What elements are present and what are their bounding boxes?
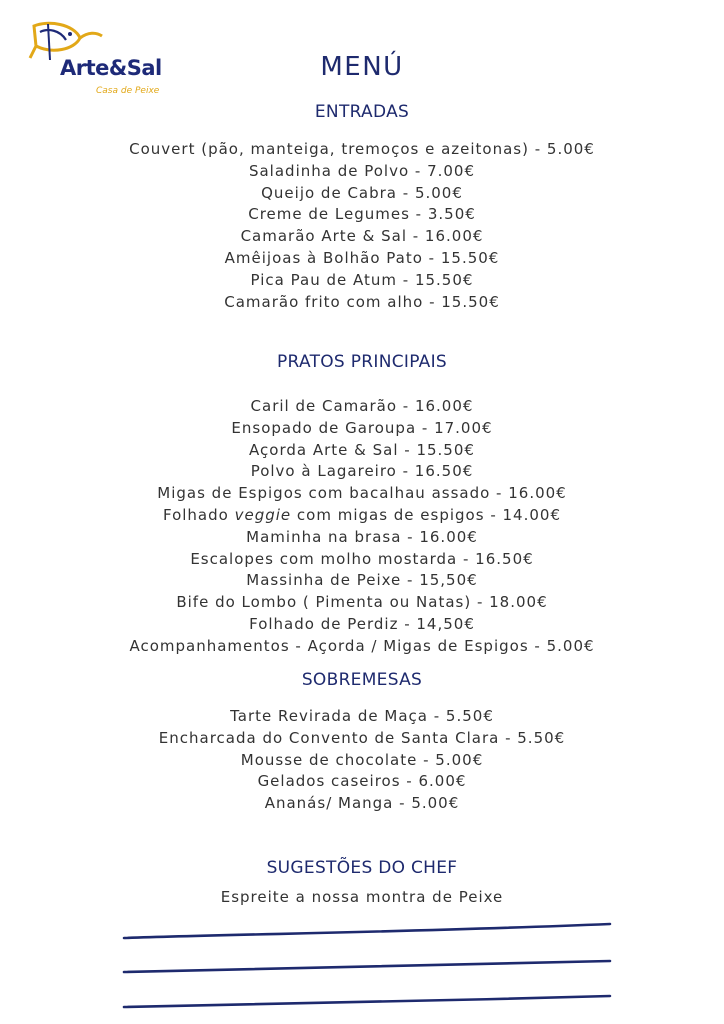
- list-item: Couvert (pão, manteiga, tremoços e azeitonas) - 5.00€: [129, 140, 595, 158]
- section-title-entradas: ENTRADAS: [314, 102, 410, 122]
- item-suffix: com migas de espigos - 14.00€: [291, 505, 561, 524]
- list-item: Camarão Arte & Sal - 16.00€: [240, 227, 484, 246]
- list-item: Queijo de Cabra - 5.00€: [261, 183, 463, 202]
- logo-tagline: Casa de Peixe: [96, 86, 160, 96]
- list-item: Açorda Arte & Sal - 15.50€: [249, 440, 475, 459]
- chef-suggestion-text: Espreite a nossa montra de Peixe: [220, 888, 504, 906]
- writing-line: [124, 924, 610, 938]
- list-item: Ananás/ Manga - 5.00€: [264, 794, 460, 813]
- list-item: Acompanhamentos - Açorda / Migas de Espigos - 5.00€: [129, 636, 595, 655]
- list-item: Gelados caseiros - 6.00€: [257, 772, 467, 791]
- logo-name: Arte&Sal: [60, 56, 162, 80]
- list-item: Bife do Lombo ( Pimenta ou Natas) - 18.00€: [176, 593, 548, 612]
- list-item: Caril de Camarão - 16.00€: [250, 397, 474, 415]
- list-item: Tarte Revirada de Maça - 5.50€: [230, 707, 494, 725]
- menu-title: MENÚ: [320, 52, 404, 82]
- list-item: Folhado de Perdiz - 14,50€: [249, 614, 475, 633]
- item-prefix: Folhado: [162, 505, 235, 524]
- list-item: Saladinha de Polvo - 7.00€: [248, 161, 476, 180]
- list-item: Migas de Espigos com bacalhau assado - 16.00€: [157, 484, 567, 503]
- list-item: Camarão frito com alho - 15.50€: [224, 292, 500, 311]
- list-item: Amêijoas à Bolhão Pato - 15.50€: [224, 248, 500, 267]
- writing-line: [124, 961, 610, 972]
- list-item: Maminha na brasa - 16.00€: [246, 527, 478, 546]
- list-item: Encharcada do Convento de Santa Clara - 5.50€: [158, 728, 566, 747]
- list-item: Ensopado de Garoupa - 17.00€: [231, 418, 493, 437]
- section-title-pratos-principais: PRATOS PRINCIPAIS: [276, 352, 448, 372]
- list-item: Creme de Legumes - 3.50€: [248, 205, 476, 224]
- list-item: Mousse de chocolate - 5.00€: [240, 750, 484, 769]
- section-title-sobremesas: SOBREMESAS: [301, 670, 423, 690]
- list-item: Escalopes com molho mostarda - 16.50€: [190, 549, 534, 568]
- list-item: Pica Pau de Atum - 15.50€: [250, 270, 474, 289]
- item-emphasis: veggie: [234, 505, 292, 524]
- list-item: Polvo à Lagareiro - 16.50€: [250, 462, 474, 481]
- writing-line: [124, 996, 610, 1007]
- section-title-sugestoes: SUGESTÕES DO CHEF: [266, 858, 458, 878]
- list-item: Massinha de Peixe - 15,50€: [246, 571, 478, 590]
